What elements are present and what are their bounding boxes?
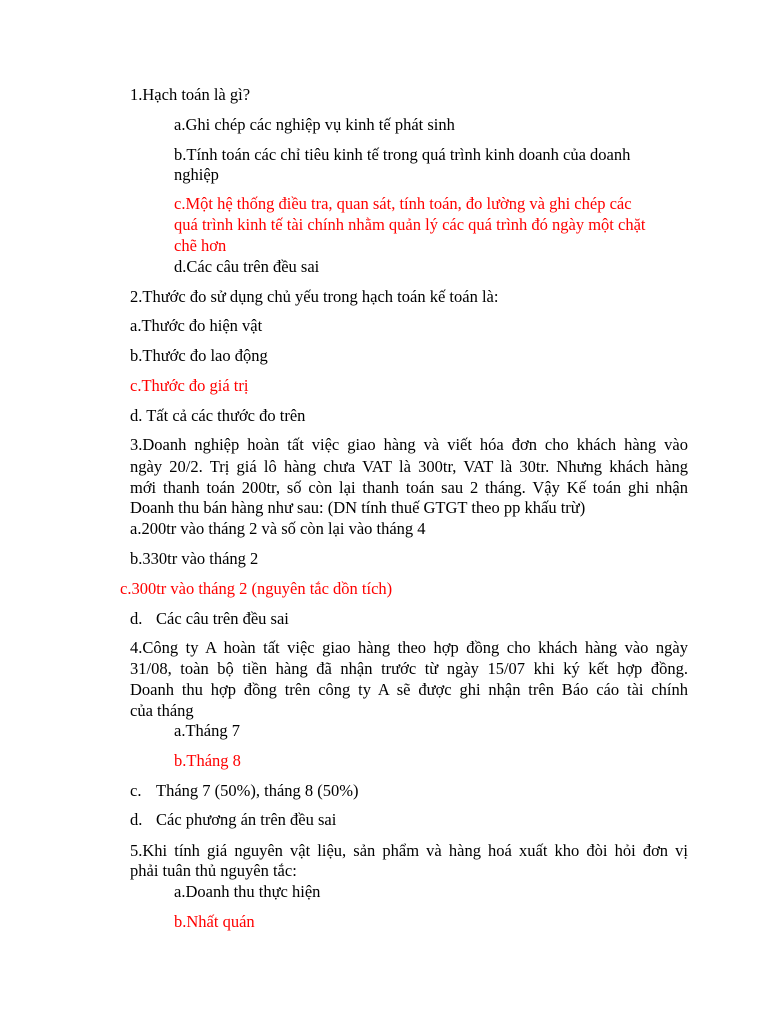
question-4-option-c-label: c. [130, 781, 142, 800]
question-4-option-d: Các phương án trên đều sai [156, 810, 337, 829]
question-1-text: 1.Hạch toán là gì? [130, 85, 251, 104]
question-4-option-a: a.Tháng 7 [174, 721, 240, 740]
question-2-option-a: a.Thước đo hiện vật [130, 316, 263, 335]
question-4-option-b: b.Tháng 8 [174, 751, 241, 770]
question-4-line-2: 31/08, toàn bộ tiền hàng đã nhận trước từ ngày 15/07 khi ký kết hợp đồng. [130, 659, 688, 678]
question-4-option-d-label: d. [130, 810, 143, 829]
question-1-option-c-line-2: quá trình kinh tế tài chính nhằm quản lý các quá trình đó ngày một chặt [174, 215, 646, 234]
question-3-option-b: b.330tr vào tháng 2 [130, 549, 259, 568]
question-2-option-c: c.Thước đo giá trị [130, 376, 249, 395]
question-1-option-d: d.Các câu trên đều sai [174, 257, 320, 276]
question-5-line-1: 5.Khi tính giá nguyên vật liệu, sản phẩm và hàng hoá xuất kho đòi hỏi đơn vị [130, 841, 688, 860]
question-1-option-b-line-2: nghiệp [174, 165, 219, 184]
question-3-line-4: Doanh thu bán hàng như sau: (DN tính thuế GTGT theo pp khấu trừ) [130, 498, 586, 517]
question-2-text: 2.Thước đo sử dụng chủ yếu trong hạch toán kế toán là: [130, 287, 499, 306]
question-5-option-a: a.Doanh thu thực hiện [174, 882, 321, 901]
question-3-line-2: ngày 20/2. Trị giá lô hàng chưa VAT là 300tr, VAT là 30tr. Nhưng khách hàng [130, 457, 688, 476]
question-3-line-1: 3.Doanh nghiệp hoàn tất việc giao hàng và viết hóa đơn cho khách hàng vào [130, 435, 688, 454]
question-4-option-c: Tháng 7 (50%), tháng 8 (50%) [156, 781, 359, 800]
question-1-option-a: a.Ghi chép các nghiệp vụ kinh tế phát sinh [174, 115, 455, 134]
question-1-option-b-line-1: b.Tính toán các chỉ tiêu kinh tế trong quá trình kinh doanh của doanh [174, 145, 631, 164]
question-4-line-4: của tháng [130, 701, 194, 720]
question-3-option-a: a.200tr vào tháng 2 và số còn lại vào tháng 4 [130, 519, 426, 538]
question-4-line-1: 4.Công ty A hoàn tất việc giao hàng theo hợp đồng cho khách hàng vào ngày [130, 638, 688, 657]
question-3-option-d: Các câu trên đều sai [156, 609, 289, 628]
question-3-option-d-label: d. [130, 609, 143, 628]
question-2-option-d: d. Tất cả các thước đo trên [130, 406, 306, 425]
question-1-option-c-line-1: c.Một hệ thống điều tra, quan sát, tính toán, đo lường và ghi chép các [174, 194, 632, 213]
question-3-line-3: mới thanh toán 200tr, số còn lại thanh toán sau 2 tháng. Vậy Kế toán ghi nhận [130, 478, 688, 497]
question-4-line-3: Doanh thu hợp đồng trên công ty A sẽ được ghi nhận trên Báo cáo tài chính [130, 680, 688, 699]
question-2-option-b: b.Thước đo lao động [130, 346, 268, 365]
question-3-option-c: c.300tr vào tháng 2 (nguyên tắc dồn tích) [120, 579, 393, 598]
question-1-option-c-line-3: chẽ hơn [174, 236, 227, 255]
question-5-line-2: phải tuân thủ nguyên tắc: [130, 861, 297, 880]
question-5-option-b: b.Nhất quán [174, 912, 255, 931]
